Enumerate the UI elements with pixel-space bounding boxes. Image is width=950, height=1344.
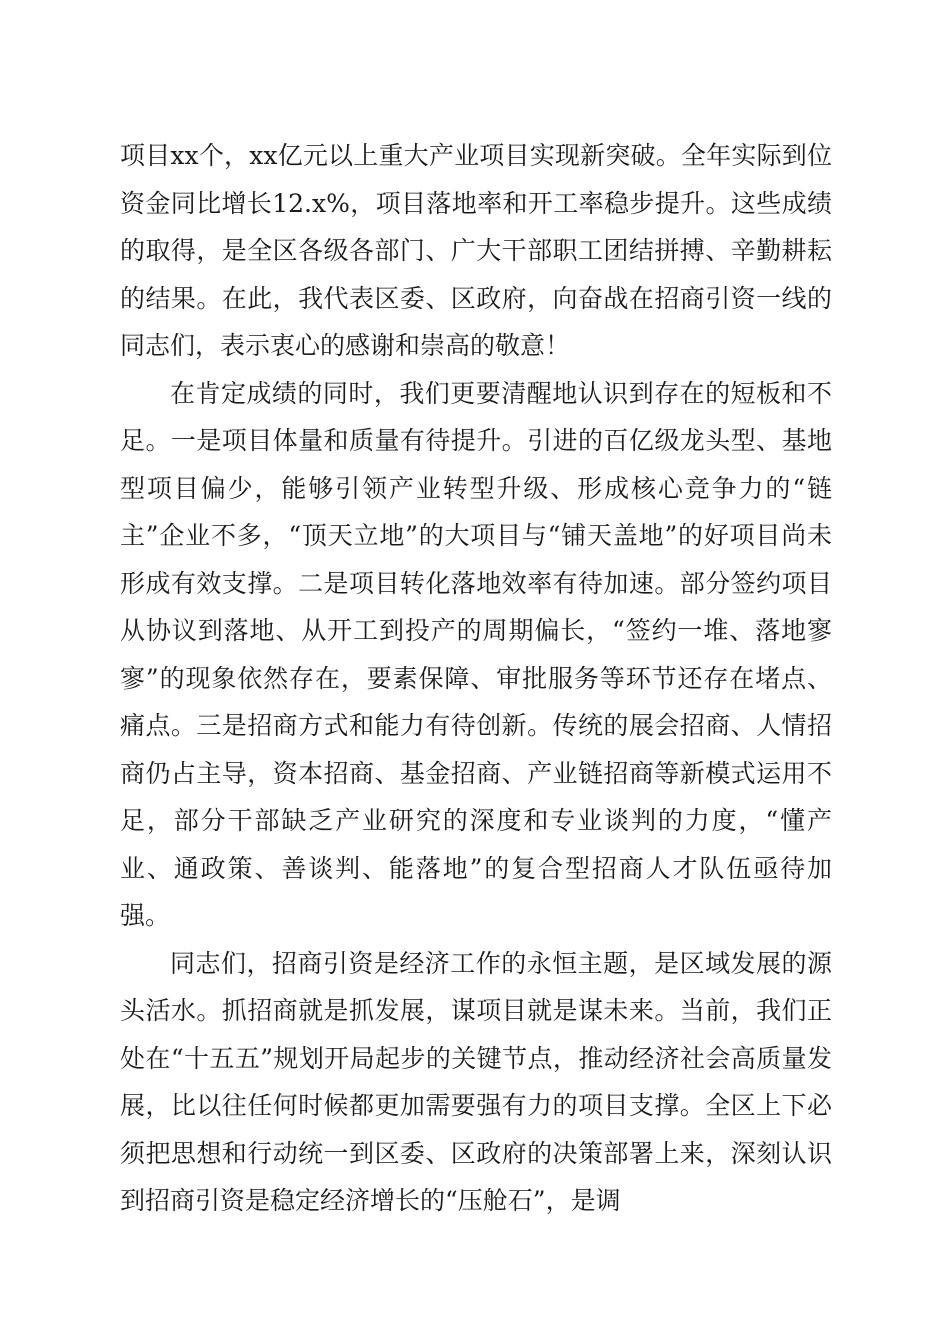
paragraph-shortcomings: 在肯定成绩的同时，我们更要清醒地认识到存在的短板和不足。一是项目体量和质量有待提升。引进的百亿级龙头型、基地型项目偏少，能够引领产业转型升级、形成核心竞争力的“链主”企业不多，“顶天立地”的大项目与“铺天盖地”的好项目尚未形成有效支撑。二是项目转化落地效率有待加速。部分签约项目从协议到落地、从开工到投产的周期偏长，“签约一堆、落地寥寥”的现象依然存在，要素保障、审批服务等环节还存在堵点、痛点。三是招商方式和能力有待创新。传统的展会招商、人情招商仍占主导，资本招商、基金招商、产业链招商等新模式运用不足，部分干部缺乏产业研究的深度和专业谈判的力度，“懂产业、通政策、善谈判、能落地”的复合型招商人才队伍亟待加强。 [120, 378, 832, 930]
paragraph-call-to-action: 同志们，招商引资是经济工作的永恒主题，是区域发展的源头活水。抓招商就是抓发展，谋项目就是谋未来。当前，我们正处在“十五五”规划开局起步的关键节点，推动经济社会高质量发展，比以往任何时候都更加需要强有力的项目支撑。全区上下必须把思想和行动统一到区委、区政府的决策部署上来，深刻认识到招商引资是稳定经济增长的“压舱石”，是调 [120, 948, 832, 1215]
paragraph-achievements: 项目xx个，xx亿元以上重大产业项目实现新突破。全年实际到位资金同比增长12.x%，项目落地率和开工率稳步提升。这些成绩的取得，是全区各级各部门、广大干部职工团结拼搏、辛勤耕耘的结果。在此，我代表区委、区政府，向奋战在招商引资一线的同志们，表示衷心的感谢和崇高的敬意！ [120, 141, 832, 360]
document-body [120, 132, 832, 1225]
